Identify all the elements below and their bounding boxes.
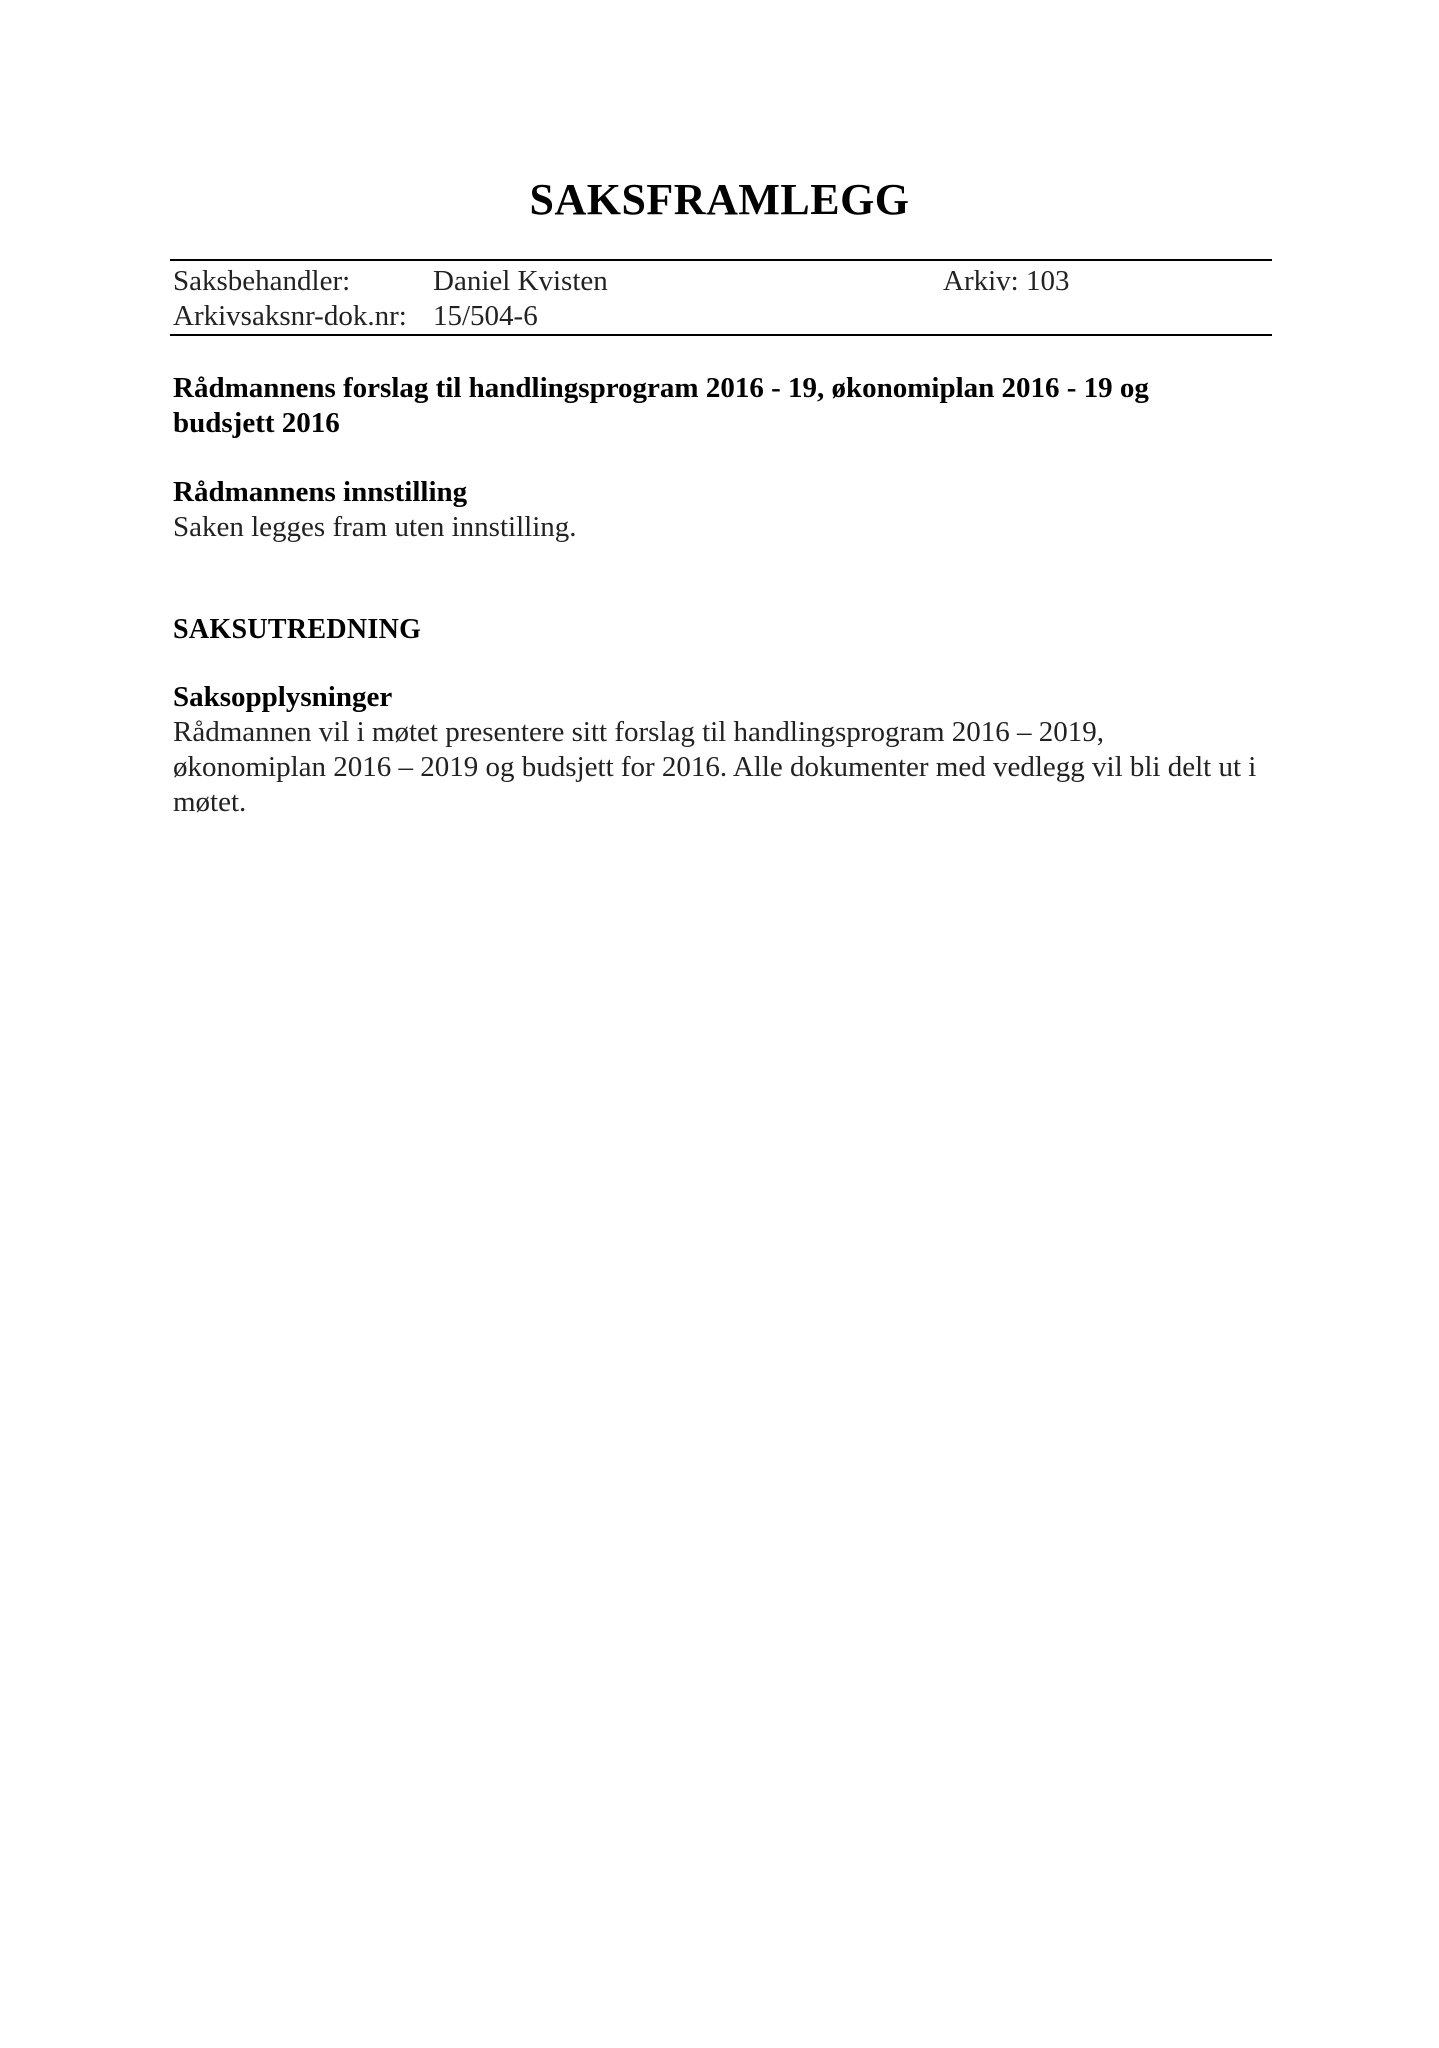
recommendation-heading: Rådmannens innstilling: [173, 476, 468, 508]
header-bottom-rule: [170, 334, 1272, 336]
information-line: Rådmannen vil i møtet presentere sitt forslag til handlingsprogram 2016 – 2019,: [173, 716, 1105, 748]
case-title-line: budsjett 2016: [173, 407, 340, 439]
information-line: økonomiplan 2016 – 2019 og budsjett for 2016. Alle dokumenter med vedlegg vil bli delt ut i: [173, 751, 1257, 783]
information-heading: Saksopplysninger: [173, 681, 393, 713]
meta-row-handler: [173, 263, 1273, 299]
header-top-rule: [170, 259, 1272, 261]
handler-value: Daniel Kvisten: [433, 265, 608, 297]
case-title-line: Rådmannens forslag til handlingsprogram 2016 - 19, økonomiplan 2016 - 19 og: [173, 372, 1149, 404]
meta-row-case-number: [173, 298, 1273, 334]
document-title: SAKSFRAMLEGG: [529, 175, 910, 224]
archive-code: Arkiv: 103: [943, 265, 1070, 297]
information-text: [173, 715, 1273, 820]
section-heading: SAKSUTREDNING: [173, 614, 422, 645]
information-line: møtet.: [173, 786, 247, 818]
case-number-label: Arkivsaksnr-dok.nr:: [173, 300, 407, 332]
case-number-value: 15/504-6: [433, 300, 538, 332]
handler-label: Saksbehandler:: [173, 265, 351, 297]
recommendation-text: Saken legges fram uten innstilling.: [173, 511, 577, 543]
case-title: [173, 371, 1273, 441]
